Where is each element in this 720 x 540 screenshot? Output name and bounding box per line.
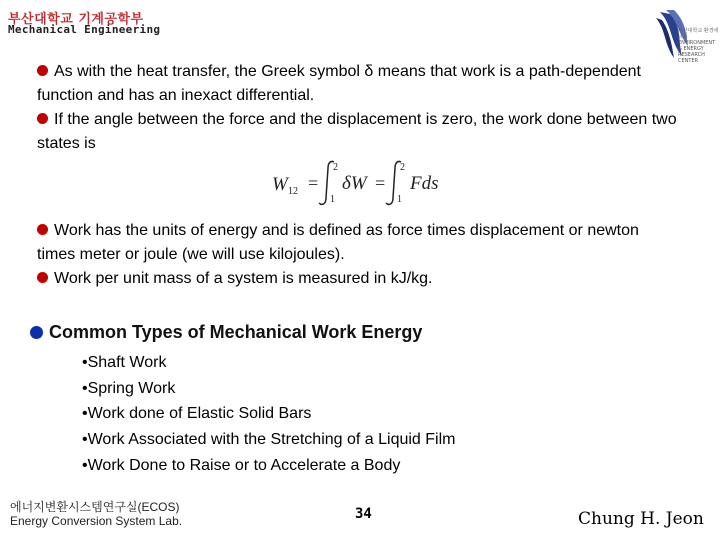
formula-lhs-sub: 12 [288,186,298,197]
formula-integrand: Fds [410,173,439,194]
list-item: •Work done of Elastic Solid Bars [82,405,312,423]
paragraph [37,267,677,291]
list-item: •Shaft Work [82,354,167,371]
formula-lhs: W [272,174,288,195]
paragraph [37,60,677,108]
header-english-title: Mechanical Engineering [8,23,161,36]
header-korean-title: 부산대학교 기계공학부 [8,12,144,27]
red-bullet-icon [37,113,48,124]
formula-int-upper: 2 [333,162,338,173]
top-paragraphs [37,60,677,156]
red-bullet-icon [37,224,48,235]
red-bullet-icon [37,65,48,76]
formula-int-lower: 1 [330,194,335,205]
paragraph [37,108,677,156]
formula-eq: = [308,173,319,193]
list-item: •Work Done to Raise or to Accelerate a Body [82,456,401,474]
logo-line: RESEARCH CENTER [678,52,705,64]
formula-integrand: δW [342,173,367,194]
formula-eq: = [375,173,386,193]
middle-paragraphs [37,219,677,291]
page-number: 34 [355,506,372,522]
author-name: Chung H. Jeon [578,509,704,529]
section-title: Common Types of Mechanical Work Energy [49,322,423,342]
formula-int-lower: 1 [397,194,402,205]
work-types-list [82,350,455,479]
work-integral-formula [268,158,458,208]
logo-text [678,28,720,64]
formula-int-upper: 2 [400,162,405,173]
blue-bullet-icon [30,326,43,339]
lab-korean-name: 에너지변환시스템연구실(ECOS) [10,500,180,514]
footer-lab [10,500,182,528]
red-bullet-icon [37,272,48,283]
paragraph [37,219,677,267]
logo-line: ENVIRONMENT & ENERGY [678,40,716,52]
paragraph-text: As with the heat transfer, the Greek symbol δ means that work is a path-dependent function and has an inexact differential. [37,63,641,104]
section-heading [30,322,422,343]
paragraph-text: Work has the units of energy and is defined as force times displacement or newton times meter or joule (we will use kilojoules). [37,222,639,263]
list-item: •Spring Work [82,379,176,397]
paragraph-text: If the angle between the force and the displacement is zero, the work done between two states is [37,111,677,152]
list-item: •Work Associated with the Stretching of a Liquid Film [82,431,456,449]
logo-line: 부산대학교 환경에너지 [678,28,719,40]
lab-english-name: Energy Conversion System Lab. [10,514,183,528]
paragraph-text: Work per unit mass of a system is measured in kJ/kg. [54,270,433,287]
